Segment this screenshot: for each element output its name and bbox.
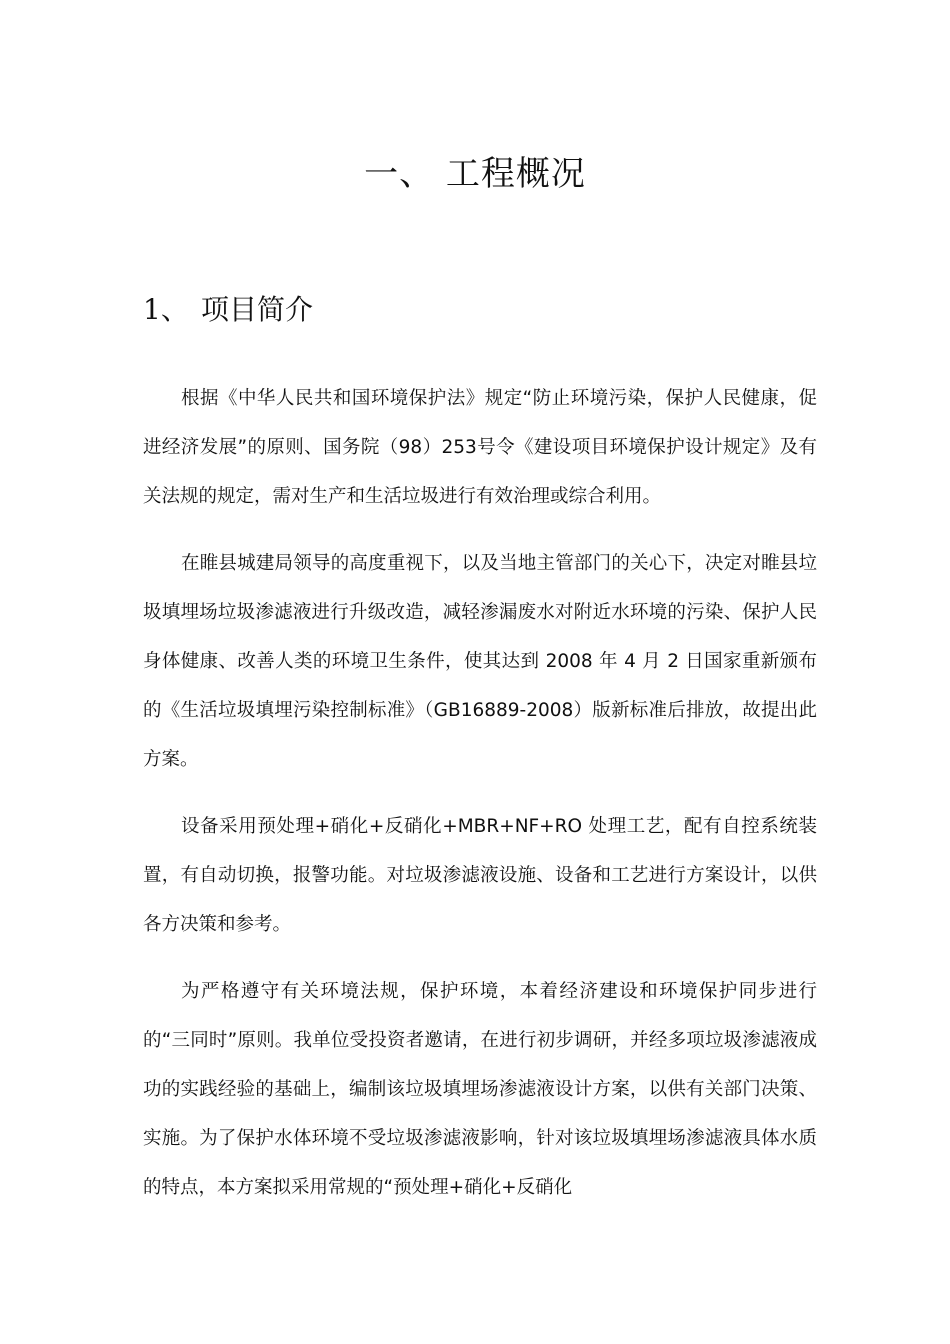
paragraph: 设备采用预处理+硝化+反硝化+MBR+NF+RO 处理工艺，配有自控系统装置，有自动切换，报警功能。对垃圾渗滤液设施、设备和工艺进行方案设计，以供各方决策和参考。 bbox=[143, 816, 817, 935]
paragraph: 在睢县城建局领导的高度重视下，以及当地主管部门的关心下，决定对睢县垃圾填埋场垃圾渗滤液进行升级改造，减轻渗漏废水对附近水环境的污染、保护人民身体健康、改善人类的环境卫生条件，使其达到 2008 年 4 月 2 日国家重新颁布的《生活垃圾填埋污染控制标准》（GB16889-2008）版新标准后排放，故提出此方案。 bbox=[143, 553, 817, 770]
paragraph: 根据《中华人民共和国环境保护法》规定“防止环境污染，保护人民健康，促进经济发展”的原则、国务院（98）253号令《建设项目环境保护设计规定》及有关法规的规定，需对生产和生活垃圾进行有效治理或综合利用。 bbox=[143, 388, 817, 507]
paragraph: 为严格遵守有关环境法规，保护环境，本着经济建设和环境保护同步进行的“三同时”原则。我单位受投资者邀请，在进行初步调研，并经多项垃圾渗滤液成功的实践经验的基础上，编制该垃圾填埋场渗滤液设计方案，以供有关部门决策、实施。为了保护水体环境不受垃圾渗滤液影响，针对该垃圾填埋场渗滤液具体水质的特点，本方案拟采用常规的“预处理+硝化+反硝化 bbox=[143, 981, 817, 1198]
section-number: 1、 bbox=[143, 293, 189, 326]
section-heading bbox=[143, 290, 313, 330]
body-text bbox=[143, 374, 817, 1230]
chapter-title: 一、 工程概况 bbox=[364, 154, 586, 194]
section-title: 项目简介 bbox=[201, 293, 314, 326]
